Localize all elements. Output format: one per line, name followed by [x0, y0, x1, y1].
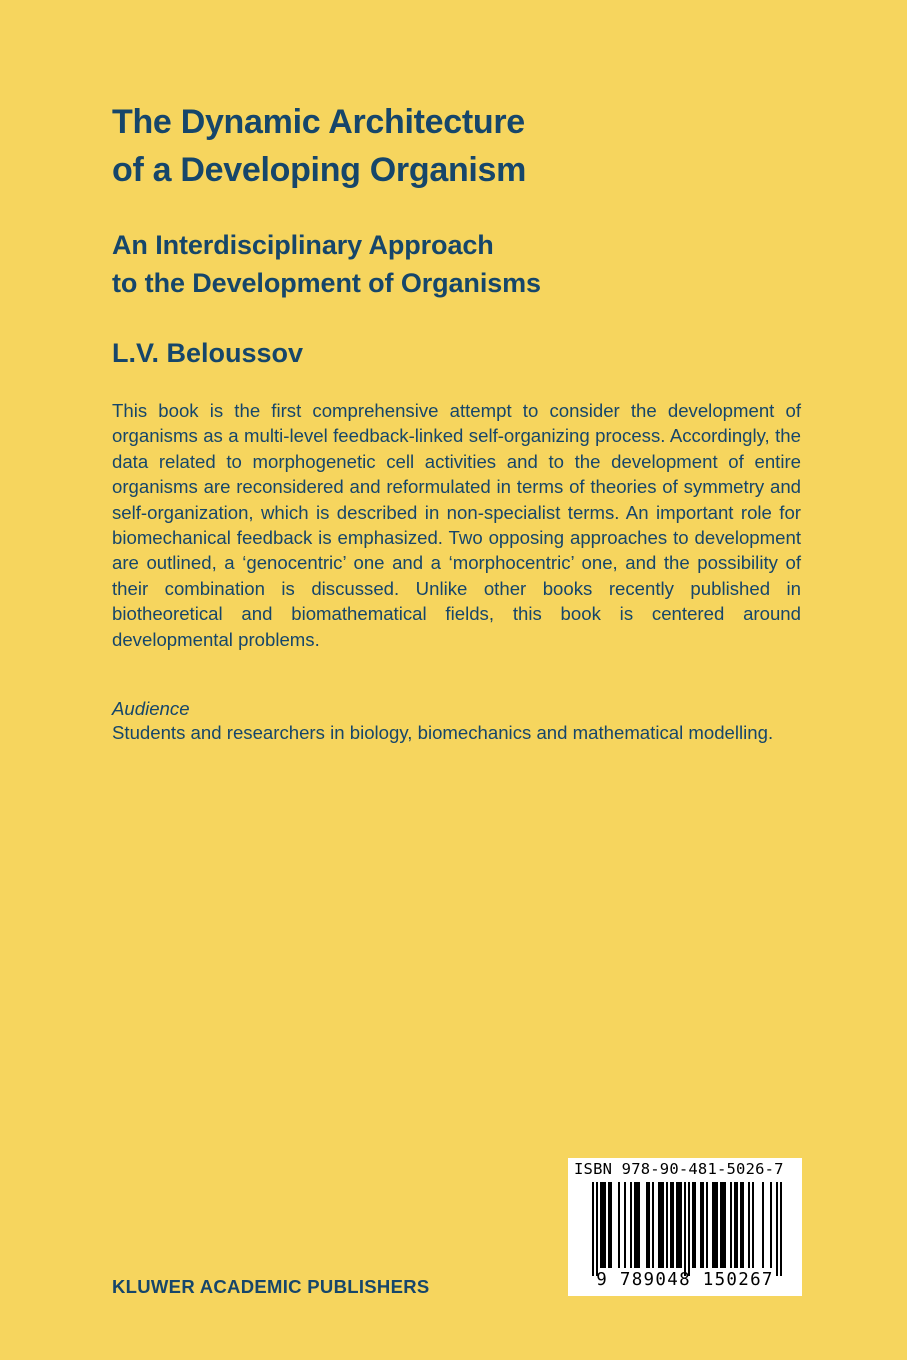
barcode-bar: [638, 1182, 640, 1268]
barcode-bar: [722, 1182, 724, 1268]
book-subtitle: [112, 226, 832, 302]
barcode-bar: [762, 1182, 764, 1268]
barcode-bar: [592, 1182, 594, 1276]
barcode-bar: [604, 1182, 606, 1268]
barcode-bar: [662, 1182, 664, 1268]
barcode-bar: [630, 1182, 632, 1268]
audience-heading: Audience: [112, 698, 190, 719]
barcode-bar: [730, 1182, 732, 1268]
book-description: This book is the first comprehensive attempt to consider the development of organisms as a multi-level feedback-linked self-organizing process. Accordingly, the data related to morphogenetic cell activities and to the development of entire organisms are reconsidered and reformulated in terms of theories of symmetry and self-organization, which is described in non-specialist terms. An important role for biomechanical feedback is emphasized. Two opposing approaches to development are outlined, a ‘genocentric’ one and a ‘morphocentric’ one, and the possibility of their combination is discussed. Unlike other books recently published in biotheoretical and biomathematical fields, this book is centered around developmental problems.: [112, 400, 801, 650]
barcode-bar: [666, 1182, 668, 1268]
book-subtitle-line-1: An Interdisciplinary Approach: [112, 230, 494, 260]
barcode-bar: [684, 1182, 686, 1276]
barcode-bar: [736, 1182, 738, 1268]
book-title-line-2: of a Developing Organism: [112, 151, 527, 189]
barcode-bar: [776, 1182, 778, 1276]
barcode-bar: [660, 1182, 662, 1268]
barcode-bar: [702, 1182, 704, 1268]
publisher-name: KLUWER ACADEMIC PUBLISHERS: [112, 1276, 430, 1297]
barcode-bar: [658, 1182, 660, 1268]
barcode-bar: [672, 1182, 674, 1268]
barcode-bar: [694, 1182, 696, 1268]
barcode-bar: [688, 1182, 690, 1276]
barcode-bar: [740, 1182, 742, 1268]
barcode-bar: [748, 1182, 750, 1268]
barcode-bar: [596, 1182, 598, 1276]
audience-text: Students and researchers in biology, biomechanics and mathematical modelling.: [112, 722, 774, 743]
barcode-bar: [648, 1182, 650, 1268]
barcode-bar: [670, 1182, 672, 1268]
barcode-bar: [600, 1182, 602, 1268]
isbn-label: ISBN 978-90-481-5026-7: [574, 1160, 784, 1178]
barcode-bar: [602, 1182, 604, 1268]
barcode-bar: [714, 1182, 716, 1268]
barcode-bar: [742, 1182, 744, 1268]
barcode-bar: [692, 1182, 694, 1268]
barcode-bar: [624, 1182, 626, 1268]
barcode-bar: [716, 1182, 718, 1268]
barcode-bar: [700, 1182, 702, 1268]
barcode-bar: [706, 1182, 708, 1268]
barcode-bar: [712, 1182, 714, 1268]
barcode-bar: [652, 1182, 654, 1268]
barcode-bar: [724, 1182, 726, 1268]
barcode-bar: [608, 1182, 610, 1268]
barcode-bar: [780, 1182, 782, 1276]
book-title: [112, 98, 832, 194]
barcode-bar: [770, 1182, 772, 1268]
barcode-bar: [720, 1182, 722, 1268]
barcode-bar: [636, 1182, 638, 1268]
barcode-bar: [610, 1182, 612, 1268]
barcode-bar: [752, 1182, 754, 1268]
author-name: L.V. Beloussov: [112, 338, 304, 368]
barcode-bar: [646, 1182, 648, 1268]
barcode-bar: [634, 1182, 636, 1268]
barcode-bar: [680, 1182, 682, 1268]
isbn-barcode: [568, 1158, 802, 1296]
book-title-line-1: The Dynamic Architecture: [112, 103, 525, 141]
barcode-bar: [678, 1182, 680, 1268]
barcode-bar: [734, 1182, 736, 1268]
barcode-digits: 9 789048 150267: [596, 1270, 774, 1290]
barcode-bar: [618, 1182, 620, 1268]
barcode-bar: [676, 1182, 678, 1268]
book-subtitle-line-2: to the Development of Organisms: [112, 268, 541, 298]
